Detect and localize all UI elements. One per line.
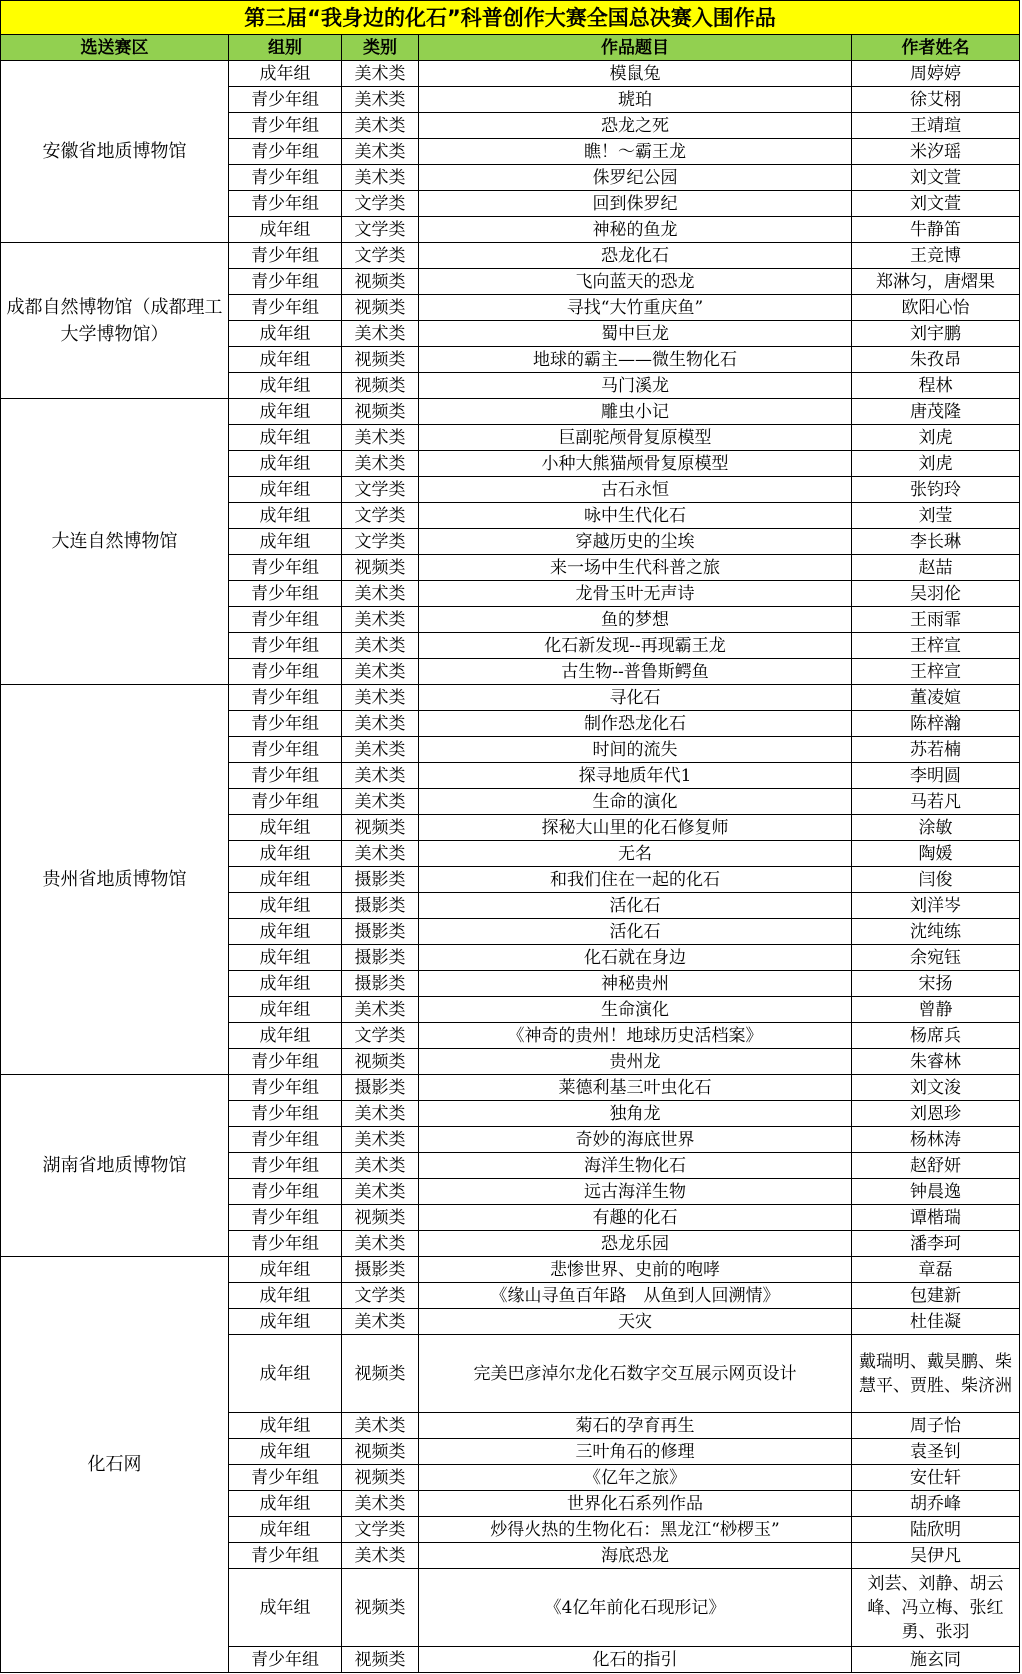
category-cell: 摄影类 [342, 867, 419, 893]
category-cell: 美术类 [342, 1101, 419, 1127]
category-cell: 视频类 [342, 1335, 419, 1413]
group-cell: 成年组 [229, 1569, 342, 1647]
category-cell: 美术类 [342, 763, 419, 789]
author-cell: 涂敏 [852, 815, 1020, 841]
author-cell: 李明圆 [852, 763, 1020, 789]
group-cell: 成年组 [229, 399, 342, 425]
group-cell: 青少年组 [229, 1153, 342, 1179]
group-cell: 青少年组 [229, 1075, 342, 1101]
author-cell: 王竞博 [852, 243, 1020, 269]
work-title-cell: 侏罗纪公园 [419, 165, 852, 191]
category-cell: 美术类 [342, 737, 419, 763]
work-title-cell: 化石就在身边 [419, 945, 852, 971]
work-title-cell: 远古海洋生物 [419, 1179, 852, 1205]
author-cell: 陈梓瀚 [852, 711, 1020, 737]
category-cell: 美术类 [342, 659, 419, 685]
group-cell: 成年组 [229, 1439, 342, 1465]
work-title-cell: 穿越历史的尘埃 [419, 529, 852, 555]
category-cell: 美术类 [342, 113, 419, 139]
group-cell: 成年组 [229, 425, 342, 451]
group-cell: 成年组 [229, 997, 342, 1023]
work-title-cell: 恐龙化石 [419, 243, 852, 269]
author-cell: 米汐瑶 [852, 139, 1020, 165]
group-cell: 成年组 [229, 477, 342, 503]
work-title-cell: 寻化石 [419, 685, 852, 711]
group-cell: 青少年组 [229, 87, 342, 113]
category-cell: 美术类 [342, 685, 419, 711]
work-title-cell: 寻找“大竹重庆鱼” [419, 295, 852, 321]
group-cell: 成年组 [229, 451, 342, 477]
category-cell: 美术类 [342, 451, 419, 477]
group-cell: 成年组 [229, 61, 342, 87]
group-cell: 成年组 [229, 1023, 342, 1049]
category-cell: 文学类 [342, 477, 419, 503]
category-cell: 视频类 [342, 1569, 419, 1647]
work-title-cell: 《缘山寻鱼百年路 从鱼到人回溯情》 [419, 1283, 852, 1309]
work-title-cell: 鱼的梦想 [419, 607, 852, 633]
group-cell: 青少年组 [229, 295, 342, 321]
author-cell: 闫俊 [852, 867, 1020, 893]
author-cell: 曾静 [852, 997, 1020, 1023]
author-cell: 程林 [852, 373, 1020, 399]
column-header: 类别 [342, 35, 419, 61]
work-title-cell: 古石永恒 [419, 477, 852, 503]
work-title-cell: 小种大熊猫颅骨复原模型 [419, 451, 852, 477]
category-cell: 美术类 [342, 1127, 419, 1153]
author-cell: 余宛钰 [852, 945, 1020, 971]
category-cell: 视频类 [342, 1439, 419, 1465]
work-title-cell: 炒得火热的生物化石：黑龙江“桫椤玉” [419, 1517, 852, 1543]
work-title-cell: 三叶角石的修理 [419, 1439, 852, 1465]
work-title-cell: 活化石 [419, 919, 852, 945]
group-cell: 青少年组 [229, 269, 342, 295]
work-title-cell: 恐龙乐园 [419, 1231, 852, 1257]
author-cell: 王雨霏 [852, 607, 1020, 633]
category-cell: 视频类 [342, 373, 419, 399]
author-cell: 周子怡 [852, 1413, 1020, 1439]
work-title-cell: 雕虫小记 [419, 399, 852, 425]
category-cell: 美术类 [342, 633, 419, 659]
author-cell: 马若凡 [852, 789, 1020, 815]
region-cell: 湖南省地质博物馆 [0, 1075, 229, 1257]
group-cell: 青少年组 [229, 165, 342, 191]
column-header: 选送赛区 [0, 35, 229, 61]
group-cell: 成年组 [229, 1309, 342, 1335]
work-title-cell: 《亿年之旅》 [419, 1465, 852, 1491]
work-title-cell: 化石的指引 [419, 1647, 852, 1673]
work-title-cell: 无名 [419, 841, 852, 867]
work-title-cell: 神秘贵州 [419, 971, 852, 997]
group-cell: 成年组 [229, 867, 342, 893]
author-cell: 包建新 [852, 1283, 1020, 1309]
work-title-cell: 《4亿年前化石现形记》 [419, 1569, 852, 1647]
category-cell: 美术类 [342, 165, 419, 191]
category-cell: 视频类 [342, 555, 419, 581]
work-title-cell: 龙骨玉叶无声诗 [419, 581, 852, 607]
category-cell: 美术类 [342, 607, 419, 633]
author-cell: 安仕轩 [852, 1465, 1020, 1491]
category-cell: 美术类 [342, 321, 419, 347]
category-cell: 美术类 [342, 425, 419, 451]
group-cell: 成年组 [229, 815, 342, 841]
category-cell: 美术类 [342, 87, 419, 113]
category-cell: 文学类 [342, 1517, 419, 1543]
category-cell: 美术类 [342, 139, 419, 165]
group-cell: 成年组 [229, 841, 342, 867]
author-cell: 王梓宣 [852, 633, 1020, 659]
category-cell: 视频类 [342, 399, 419, 425]
author-cell: 董凌媗 [852, 685, 1020, 711]
author-cell: 刘虎 [852, 451, 1020, 477]
group-cell: 青少年组 [229, 191, 342, 217]
author-cell: 潘李珂 [852, 1231, 1020, 1257]
category-cell: 美术类 [342, 1179, 419, 1205]
work-title-cell: 莱德利基三叶虫化石 [419, 1075, 852, 1101]
author-cell: 刘莹 [852, 503, 1020, 529]
author-cell: 刘虎 [852, 425, 1020, 451]
sheet-title: 第三届“我身边的化石”科普创作大赛全国总决赛入围作品 [0, 0, 1020, 35]
work-title-cell: 《神奇的贵州！地球历史活档案》 [419, 1023, 852, 1049]
work-title-cell: 马门溪龙 [419, 373, 852, 399]
work-title-cell: 探寻地质年代1 [419, 763, 852, 789]
group-cell: 成年组 [229, 1491, 342, 1517]
group-cell: 青少年组 [229, 243, 342, 269]
region-cell: 贵州省地质博物馆 [0, 685, 229, 1075]
author-cell: 周婷婷 [852, 61, 1020, 87]
group-cell: 青少年组 [229, 1465, 342, 1491]
category-cell: 文学类 [342, 243, 419, 269]
author-cell: 刘宇鹏 [852, 321, 1020, 347]
group-cell: 成年组 [229, 893, 342, 919]
group-cell: 成年组 [229, 1517, 342, 1543]
category-cell: 美术类 [342, 789, 419, 815]
group-cell: 成年组 [229, 1335, 342, 1413]
group-cell: 成年组 [229, 529, 342, 555]
group-cell: 青少年组 [229, 1543, 342, 1569]
author-cell: 章磊 [852, 1257, 1020, 1283]
group-cell: 成年组 [229, 347, 342, 373]
work-title-cell: 生命的演化 [419, 789, 852, 815]
work-title-cell: 悲惨世界、史前的咆哮 [419, 1257, 852, 1283]
category-cell: 文学类 [342, 217, 419, 243]
group-cell: 青少年组 [229, 1101, 342, 1127]
group-cell: 青少年组 [229, 737, 342, 763]
category-cell: 美术类 [342, 711, 419, 737]
group-cell: 成年组 [229, 373, 342, 399]
work-title-cell: 贵州龙 [419, 1049, 852, 1075]
work-title-cell: 独角龙 [419, 1101, 852, 1127]
category-cell: 美术类 [342, 61, 419, 87]
author-cell: 欧阳心怡 [852, 295, 1020, 321]
author-cell: 朱睿林 [852, 1049, 1020, 1075]
author-cell: 钟晨逸 [852, 1179, 1020, 1205]
work-title-cell: 飞向蓝天的恐龙 [419, 269, 852, 295]
work-title-cell: 时间的流失 [419, 737, 852, 763]
group-cell: 青少年组 [229, 711, 342, 737]
work-title-cell: 奇妙的海底世界 [419, 1127, 852, 1153]
work-title-cell: 地球的霸主——微生物化石 [419, 347, 852, 373]
work-title-cell: 海洋生物化石 [419, 1153, 852, 1179]
group-cell: 青少年组 [229, 659, 342, 685]
group-cell: 青少年组 [229, 1647, 342, 1673]
author-cell: 刘文浚 [852, 1075, 1020, 1101]
author-cell: 牛静笛 [852, 217, 1020, 243]
author-cell: 谭楷瑞 [852, 1205, 1020, 1231]
group-cell: 成年组 [229, 945, 342, 971]
column-header: 作品题目 [419, 35, 852, 61]
author-cell: 沈纯练 [852, 919, 1020, 945]
category-cell: 摄影类 [342, 971, 419, 997]
group-cell: 成年组 [229, 321, 342, 347]
category-cell: 视频类 [342, 1205, 419, 1231]
work-title-cell: 模鼠兔 [419, 61, 852, 87]
group-cell: 成年组 [229, 1283, 342, 1309]
author-cell: 苏若楠 [852, 737, 1020, 763]
author-cell: 刘恩珍 [852, 1101, 1020, 1127]
region-cell: 成都自然博物馆（成都理工大学博物馆） [0, 243, 229, 399]
category-cell: 美术类 [342, 581, 419, 607]
work-title-cell: 神秘的鱼龙 [419, 217, 852, 243]
category-cell: 视频类 [342, 269, 419, 295]
work-title-cell: 菊石的孕育再生 [419, 1413, 852, 1439]
category-cell: 视频类 [342, 295, 419, 321]
work-title-cell: 来一场中生代科普之旅 [419, 555, 852, 581]
author-cell: 赵喆 [852, 555, 1020, 581]
author-cell: 戴瑞明、戴昊鹏、柴慧平、贾胜、柴济洲 [852, 1335, 1020, 1413]
author-cell: 李长琳 [852, 529, 1020, 555]
group-cell: 成年组 [229, 503, 342, 529]
work-title-cell: 完美巴彦淖尔龙化石数字交互展示网页设计 [419, 1335, 852, 1413]
category-cell: 美术类 [342, 1231, 419, 1257]
category-cell: 摄影类 [342, 1075, 419, 1101]
work-title-cell: 海底恐龙 [419, 1543, 852, 1569]
category-cell: 文学类 [342, 529, 419, 555]
author-cell: 杜佳凝 [852, 1309, 1020, 1335]
work-title-cell: 化石新发现--再现霸王龙 [419, 633, 852, 659]
author-cell: 袁圣钊 [852, 1439, 1020, 1465]
group-cell: 青少年组 [229, 1231, 342, 1257]
author-cell: 刘文萱 [852, 165, 1020, 191]
author-cell: 张钧玲 [852, 477, 1020, 503]
author-cell: 宋扬 [852, 971, 1020, 997]
category-cell: 文学类 [342, 503, 419, 529]
author-cell: 杨林涛 [852, 1127, 1020, 1153]
author-cell: 赵舒妍 [852, 1153, 1020, 1179]
work-title-cell: 和我们住在一起的化石 [419, 867, 852, 893]
category-cell: 文学类 [342, 191, 419, 217]
category-cell: 美术类 [342, 1413, 419, 1439]
author-cell: 王梓宣 [852, 659, 1020, 685]
author-cell: 刘洋岑 [852, 893, 1020, 919]
group-cell: 青少年组 [229, 789, 342, 815]
work-title-cell: 天灾 [419, 1309, 852, 1335]
category-cell: 美术类 [342, 1309, 419, 1335]
category-cell: 视频类 [342, 1049, 419, 1075]
work-title-cell: 生命演化 [419, 997, 852, 1023]
author-cell: 刘文萱 [852, 191, 1020, 217]
work-title-cell: 蜀中巨龙 [419, 321, 852, 347]
category-cell: 文学类 [342, 1283, 419, 1309]
author-cell: 王靖瑄 [852, 113, 1020, 139]
column-header: 组别 [229, 35, 342, 61]
author-cell: 吴伊凡 [852, 1543, 1020, 1569]
category-cell: 美术类 [342, 1491, 419, 1517]
group-cell: 青少年组 [229, 685, 342, 711]
group-cell: 成年组 [229, 919, 342, 945]
author-cell: 吴羽伦 [852, 581, 1020, 607]
category-cell: 美术类 [342, 1543, 419, 1569]
group-cell: 青少年组 [229, 555, 342, 581]
group-cell: 成年组 [229, 1257, 342, 1283]
work-title-cell: 咏中生代化石 [419, 503, 852, 529]
category-cell: 美术类 [342, 1153, 419, 1179]
category-cell: 视频类 [342, 1647, 419, 1673]
author-cell: 唐茂隆 [852, 399, 1020, 425]
region-cell: 化石网 [0, 1257, 229, 1673]
work-title-cell: 制作恐龙化石 [419, 711, 852, 737]
group-cell: 青少年组 [229, 113, 342, 139]
work-title-cell: 瞧！～霸王龙 [419, 139, 852, 165]
group-cell: 青少年组 [229, 139, 342, 165]
author-cell: 朱孜昂 [852, 347, 1020, 373]
author-cell: 徐艾栩 [852, 87, 1020, 113]
column-header: 作者姓名 [852, 35, 1020, 61]
category-cell: 美术类 [342, 841, 419, 867]
group-cell: 青少年组 [229, 1205, 342, 1231]
category-cell: 摄影类 [342, 945, 419, 971]
work-title-cell: 有趣的化石 [419, 1205, 852, 1231]
region-cell: 安徽省地质博物馆 [0, 61, 229, 243]
author-cell: 杨席兵 [852, 1023, 1020, 1049]
work-title-cell: 巨副驼颅骨复原模型 [419, 425, 852, 451]
category-cell: 美术类 [342, 997, 419, 1023]
group-cell: 青少年组 [229, 1127, 342, 1153]
category-cell: 文学类 [342, 1023, 419, 1049]
work-title-cell: 活化石 [419, 893, 852, 919]
work-title-cell: 琥珀 [419, 87, 852, 113]
category-cell: 视频类 [342, 347, 419, 373]
author-cell: 刘芸、刘静、胡云峰、冯立梅、张红勇、张羽 [852, 1569, 1020, 1647]
author-cell: 陶媛 [852, 841, 1020, 867]
author-cell: 陆欣明 [852, 1517, 1020, 1543]
work-title-cell: 探秘大山里的化石修复师 [419, 815, 852, 841]
work-title-cell: 回到侏罗纪 [419, 191, 852, 217]
group-cell: 成年组 [229, 1413, 342, 1439]
category-cell: 摄影类 [342, 1257, 419, 1283]
author-cell: 胡乔峰 [852, 1491, 1020, 1517]
group-cell: 成年组 [229, 217, 342, 243]
work-title-cell: 古生物--普鲁斯鳄鱼 [419, 659, 852, 685]
region-cell: 大连自然博物馆 [0, 399, 229, 685]
group-cell: 青少年组 [229, 1049, 342, 1075]
group-cell: 青少年组 [229, 581, 342, 607]
category-cell: 摄影类 [342, 893, 419, 919]
category-cell: 视频类 [342, 815, 419, 841]
group-cell: 青少年组 [229, 633, 342, 659]
group-cell: 青少年组 [229, 763, 342, 789]
group-cell: 成年组 [229, 971, 342, 997]
work-title-cell: 恐龙之死 [419, 113, 852, 139]
category-cell: 摄影类 [342, 919, 419, 945]
author-cell: 施玄同 [852, 1647, 1020, 1673]
author-cell: 郑淋匀，唐熠果 [852, 269, 1020, 295]
work-title-cell: 世界化石系列作品 [419, 1491, 852, 1517]
group-cell: 青少年组 [229, 1179, 342, 1205]
group-cell: 青少年组 [229, 607, 342, 633]
category-cell: 视频类 [342, 1465, 419, 1491]
